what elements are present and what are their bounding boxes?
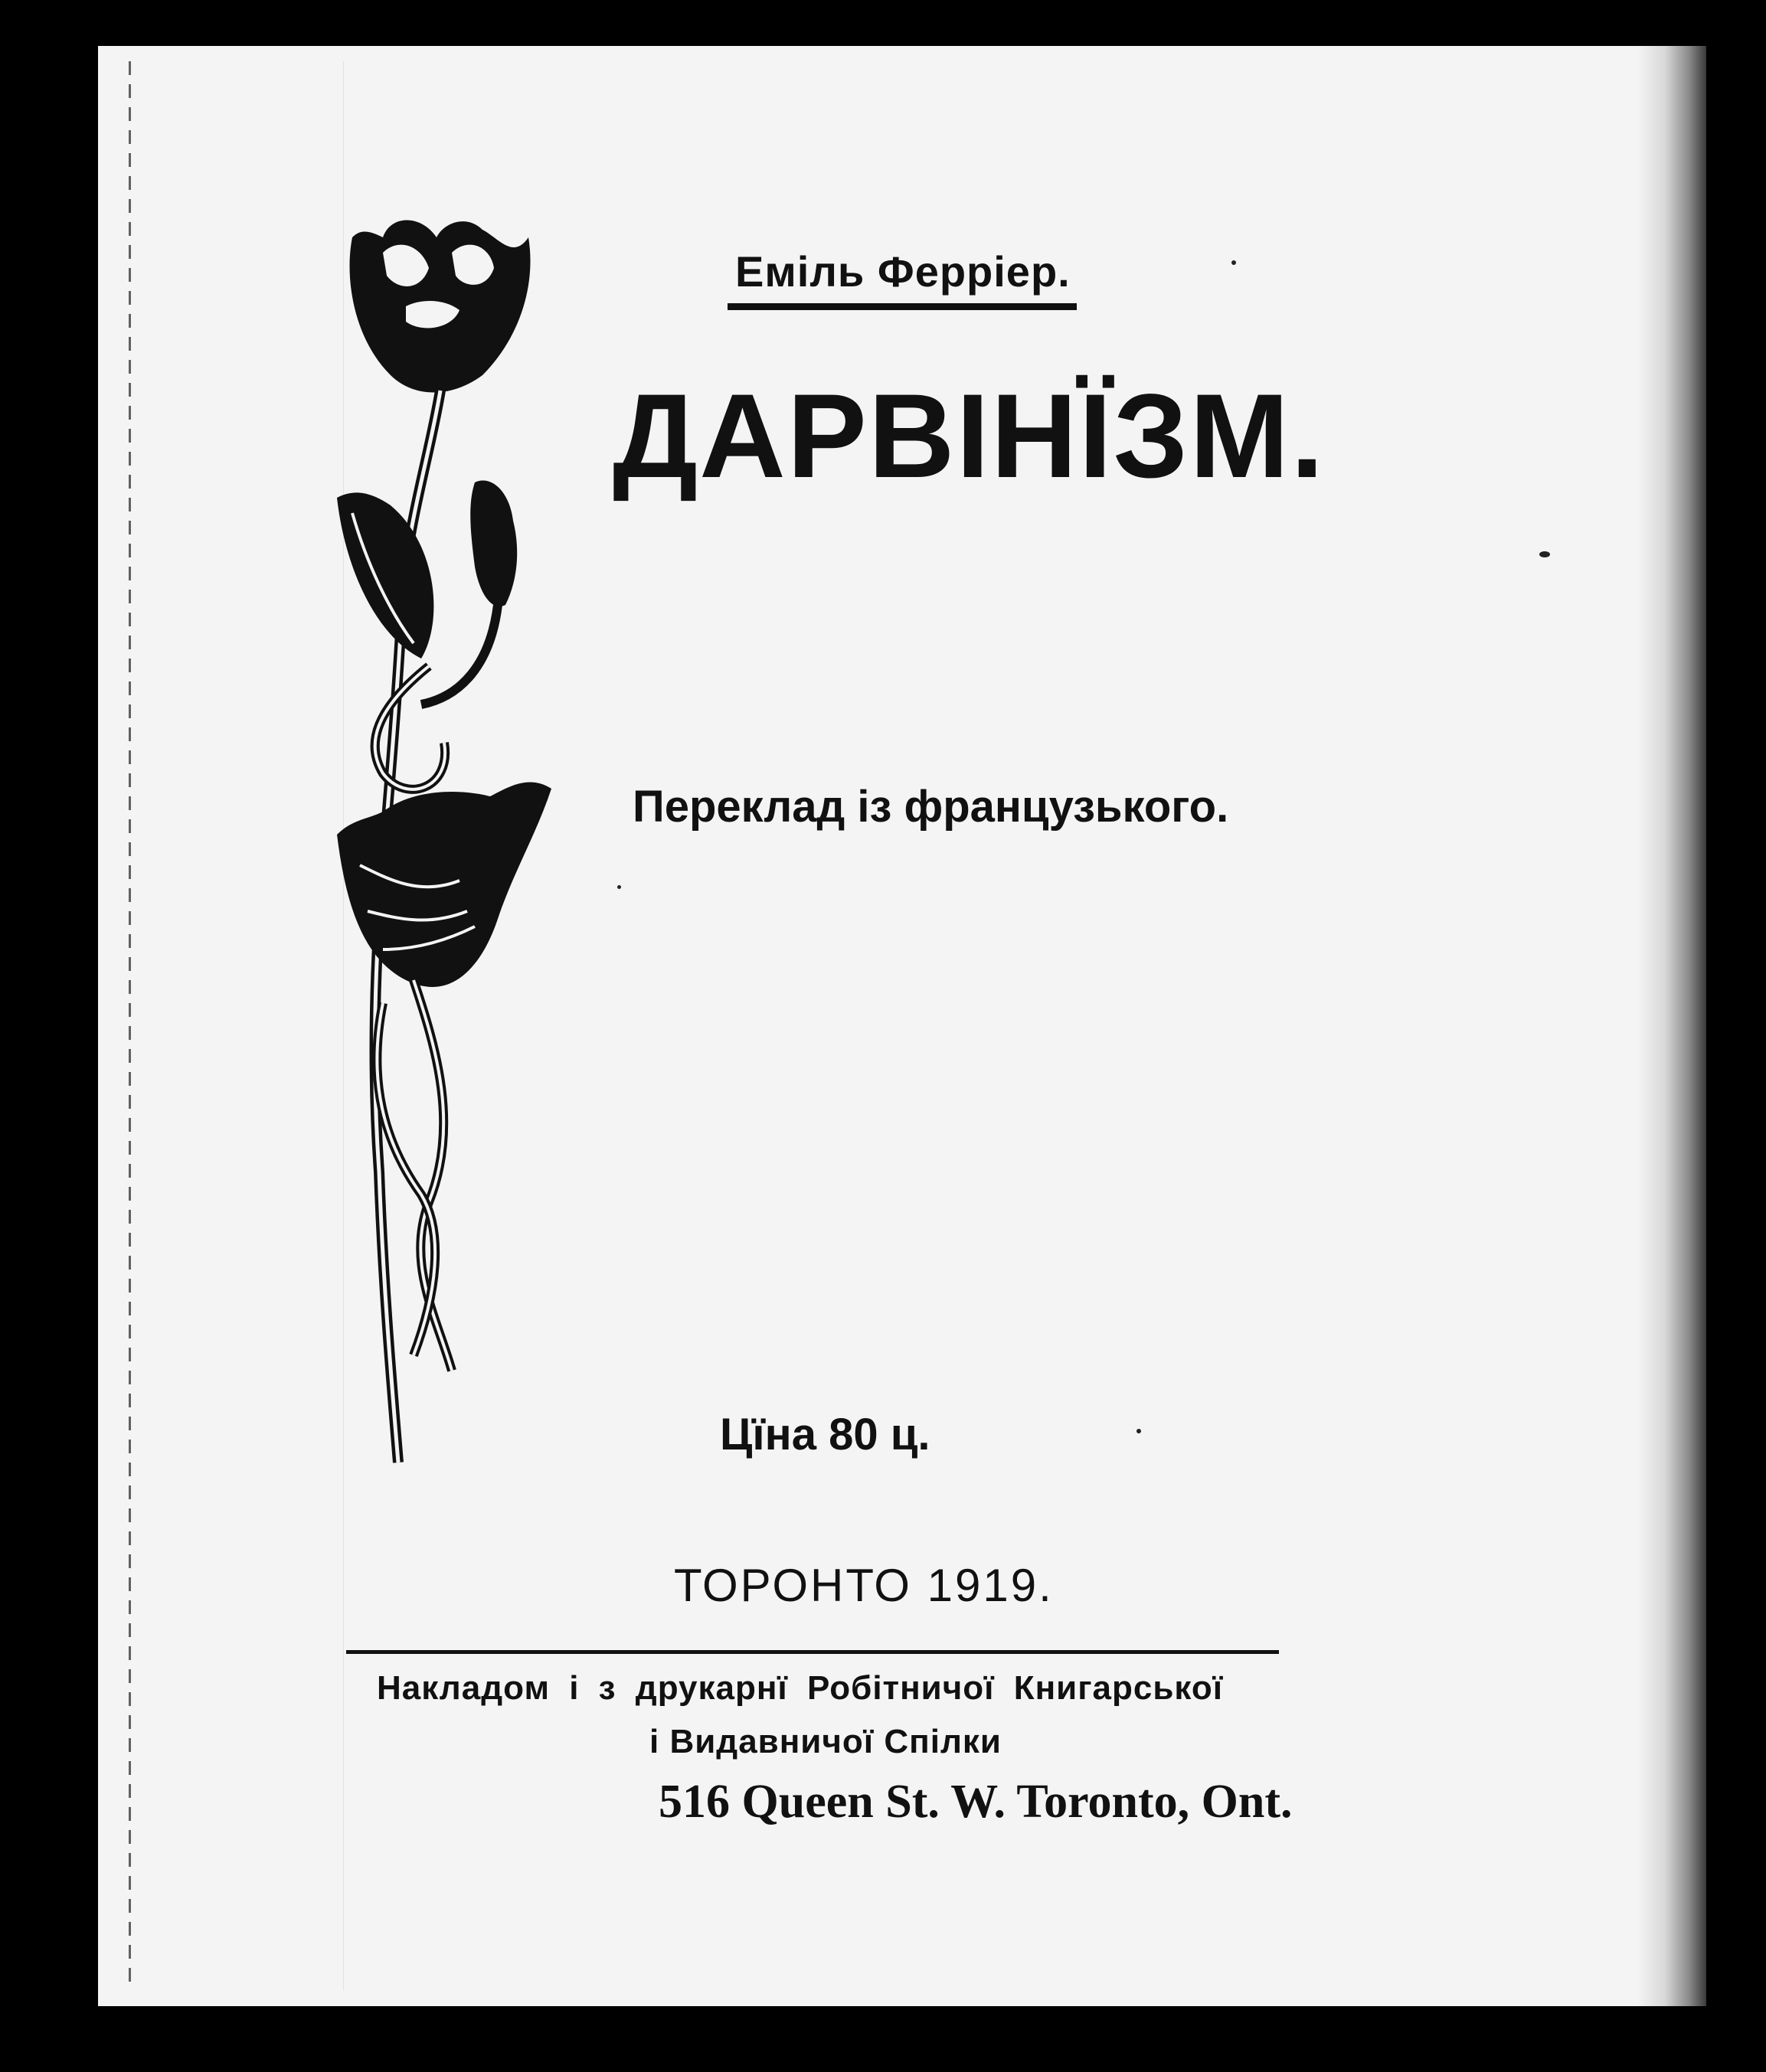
flower-illustration — [337, 207, 567, 1485]
scan-speck — [1231, 260, 1236, 265]
scan-speck — [1539, 551, 1550, 557]
price-label: Цїна 80 ц. — [720, 1410, 930, 1459]
publisher-line-1: Накладом і з друкарнї Робітничої Книгарської — [377, 1669, 1224, 1707]
publisher-line-2: і Видавничої Спілки — [649, 1723, 1002, 1760]
translation-note: Переклад із французького. — [633, 782, 1229, 832]
author-underline — [728, 303, 1077, 310]
book-title: ДАРВІНЇЗМ. — [613, 370, 1326, 503]
page-edge-shadow — [1637, 46, 1706, 2006]
author-name: Еміль Ферріер. — [735, 247, 1071, 296]
scan-speck — [1136, 1429, 1141, 1433]
book-cover-page — [98, 46, 1683, 2006]
scan-speck — [617, 885, 621, 889]
place-and-year: ТОРОНТО 1919. — [674, 1560, 1054, 1611]
spine-stitching — [129, 61, 131, 1991]
publisher-address: 516 Queen St. W. Toronto, Ont. — [659, 1776, 1293, 1828]
publisher-divider — [346, 1650, 1279, 1654]
